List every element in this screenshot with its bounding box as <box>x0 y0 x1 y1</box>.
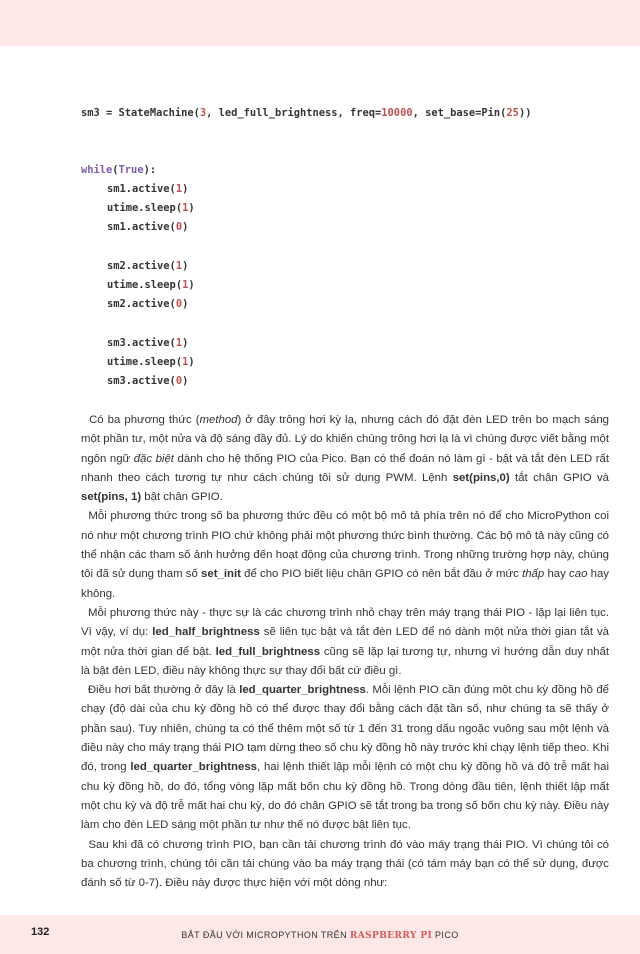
code-line-sleep-1: utime.sleep(1) <box>107 202 195 214</box>
paragraph-2: Mỗi phương thức trong số ba phương thức đều có một bộ mô tả phía trên nó để cho MicroPython coi nó như một chương trình PIO chứ không phải một phương thức bình thường. Các bộ mô tả này cũng có thể nhận các tham số ảnh hưởng đến hoạt động của chương trình. Trong những trường hợp này, chúng tôi đã sử dụng tham số set_init để cho PIO biết liệu chân GPIO có nên bắt đầu ở mức thấp hay cao hay không. <box>81 510 610 600</box>
header-band <box>0 0 640 46</box>
footer-title: BẮT ĐẦU VỚI MICROPYTHON TRÊN RASPBERRY PI PICO <box>181 930 459 941</box>
paragraph-4: Điều hơi bất thường ở đây là led_quarter_brightness. Mỗi lệnh PIO cần đúng một chu kỳ đồng hồ để chạy (độ dài của chu kỳ đồng hồ có thể được thay đổi bằng cách đặt tần số, như chúng ta sẽ thấy ở phần sau). Tuy nhiên, chúng ta có thể thêm một số từ 1 đến 31 trong dấu ngoặc vuông sau một lệnh và điều này cho máy trạng thái PIO tạm dừng theo số chu kỳ đồng hồ này trước khi chạy lệnh tiếp theo. Khi đó, trong led_quarter_brightness, hai lệnh thiết lập mỗi lệnh có một chu kỳ đồng hồ và độ trễ mất hai chu kỳ đồng hồ, do đó, tổng vòng lặp mất bốn chu kỳ đồng hồ. Trong dòng đầu tiên, lệnh thiết lập mất một chu kỳ và độ trễ mất hai chu kỳ, do đó chân GPIO sẽ tắt trong ba trong số bốn chu kỳ này. Điều này làm cho đèn LED sáng một phần tư như thế nó được bật liên tục. <box>81 684 609 832</box>
paragraph-5: Sau khi đã có chương trình PIO, bạn cần tải chương trình đó vào máy trạng thái PIO. Vì chúng tôi có ba chương trình, chúng tôi cần tải chúng vào ba máy trạng thái (có tám máy bạn có thể sử dụng, được đánh số từ 0-7). Điều này được thực hiện với một dòng như: <box>81 838 609 890</box>
code-line-sleep-3: utime.sleep(1) <box>107 356 195 368</box>
body-text <box>81 411 609 893</box>
code-line-sleep-2: utime.sleep(1) <box>107 279 195 291</box>
code-line-sm1-active-on: sm1.active(1) <box>107 183 189 195</box>
footer-brand: RASPBERRY PI <box>349 931 433 941</box>
code-line-sm3-active-off: sm3.active(0) <box>107 375 189 387</box>
code-line-sm3: sm3 = StateMachine(3, led_full_brightness, freq=10000, set_base=Pin(25)) <box>81 107 532 119</box>
paragraph-1: Có ba phương thức (method) ở đây trông hơi kỳ lạ, nhưng cách đó đặt đèn LED trên bo mạch sáng một phần tư, một nửa và độ sáng đầy đủ. Lý do khiến chúng trông hơi lạ là vì chúng được viết bằng một ngôn ngữ đặc biệt dành cho hệ thống PIO của Pico. Bạn có thể đoán nó làm gì - bật và tắt đèn LED rất nhanh theo cách tương tự như cách chúng tôi sử dụng PWM. Lệnh set(pins,0) tắt chân GPIO và set(pins, 1) bật chân GPIO. <box>81 414 610 504</box>
page-number: 132 <box>31 926 50 938</box>
code-line-while: while(True): <box>81 164 157 176</box>
code-line-sm2-active-on: sm2.active(1) <box>107 260 189 272</box>
paragraph-3: Mỗi phương thức này - thực sự là các chương trình nhỏ chạy trên máy trạng thái PIO - lặp lại liên tục. Vì vậy, ví dụ: led_half_brightness sẽ liên tục bật và tắt đèn LED để nó dành một nửa thời gian tắt và một nửa thời gian để bật. led_full_brightness cũng sẽ lặp lại tương tự, nhưng vì hướng dẫn duy nhất là bật đèn LED, điều này không thực sự thay đổi bất cứ điều gì. <box>81 606 609 677</box>
code-line-sm1-active-off: sm1.active(0) <box>107 221 189 233</box>
code-line-sm3-active-on: sm3.active(1) <box>107 337 189 349</box>
code-line-sm2-active-off: sm2.active(0) <box>107 298 189 310</box>
